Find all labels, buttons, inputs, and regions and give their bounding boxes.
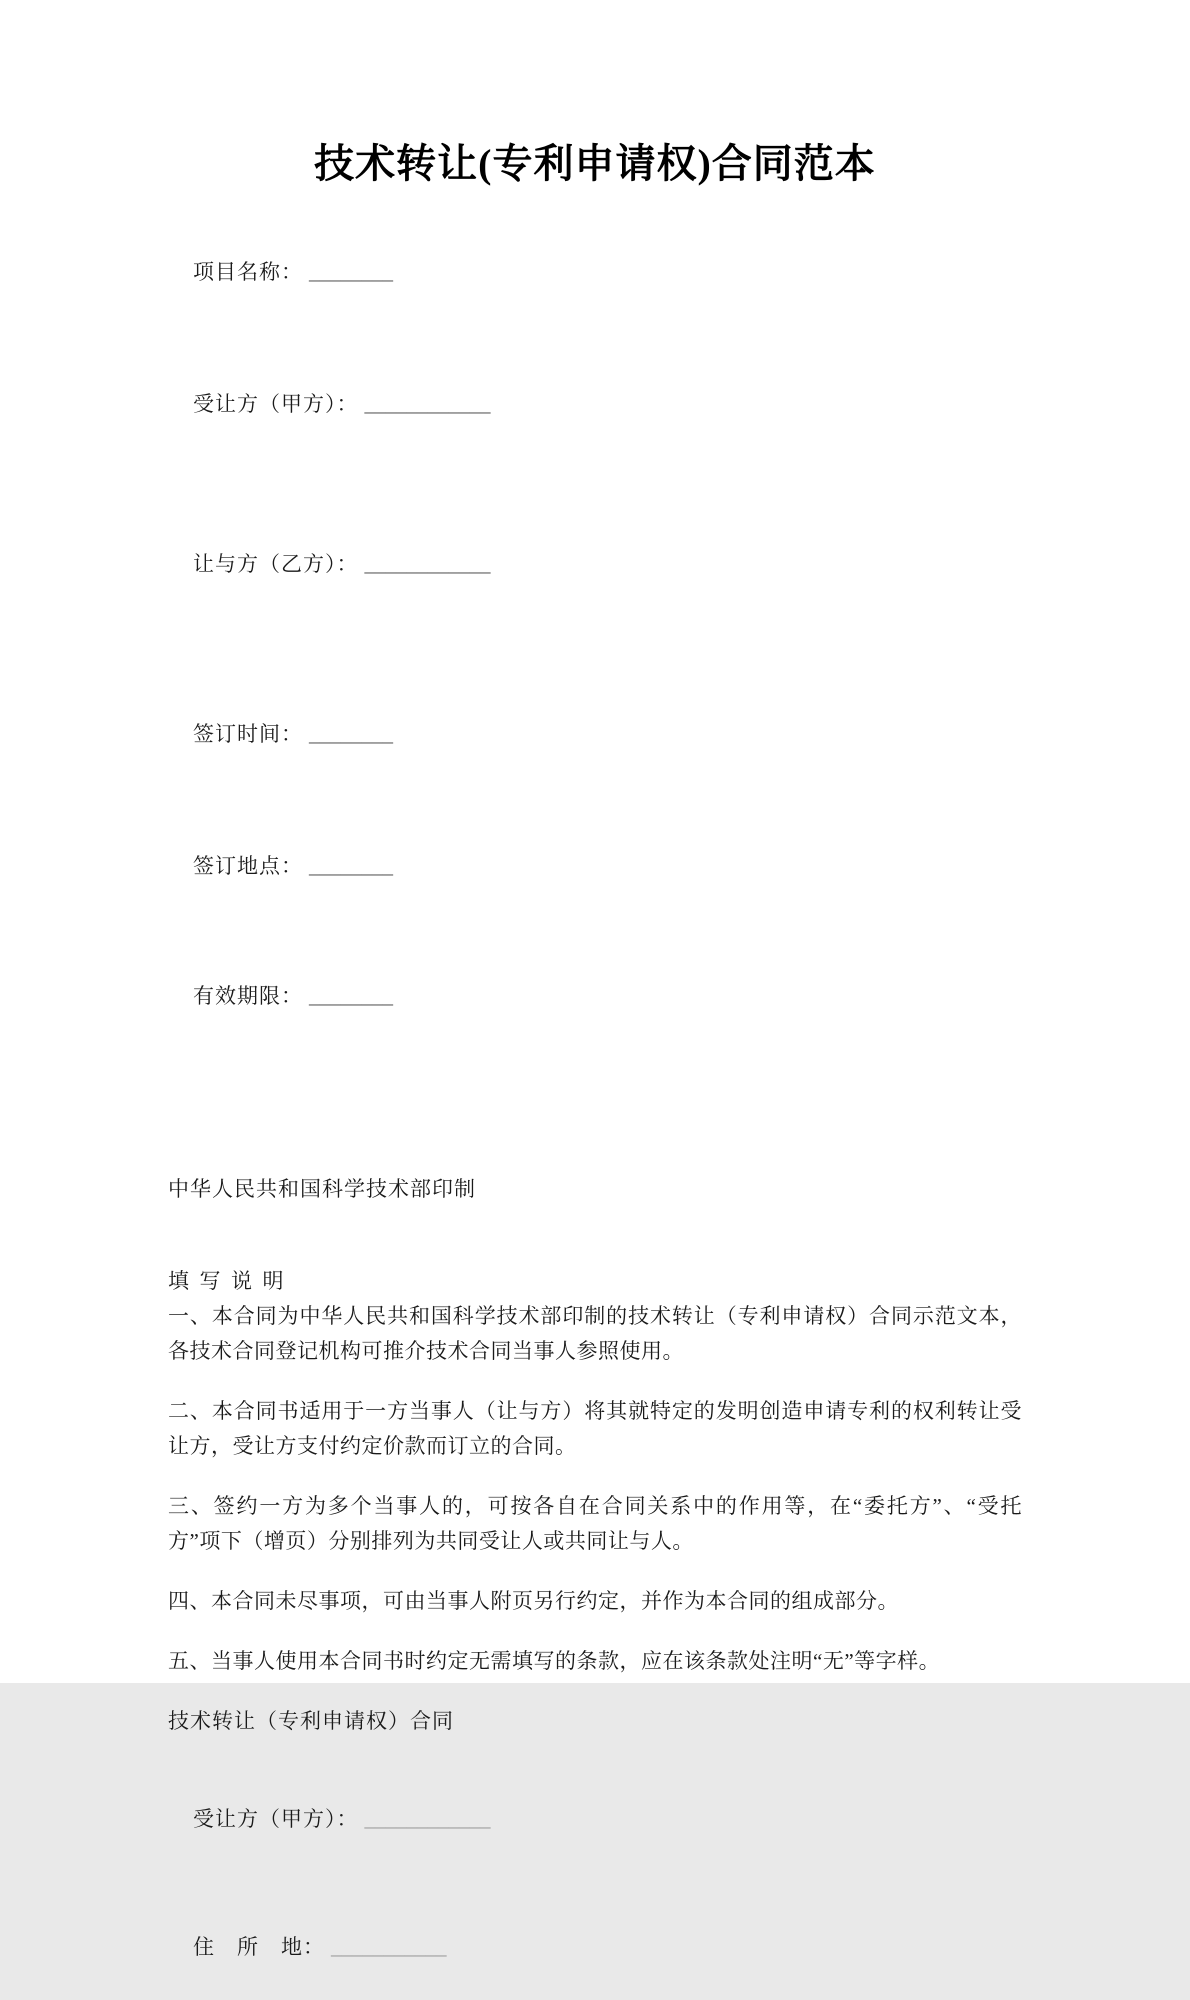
instruction-item-1: 一、本合同为中华人民共和国科学技术部印制的技术转让（专利申请权）合同示范文本，各技术合同登记机构可推介技术合同当事人参照使用。 [168,1304,1022,1363]
field-transferee [168,352,1022,457]
field-validity-period-blank: ________ [309,984,393,1008]
contract-field-transferee [168,1767,1022,1872]
field-signing-date [168,682,1022,787]
field-transferee-blank: ____________ [364,392,491,416]
instruction-item-2: 二、本合同书适用于一方当事人（让与方）将其就特定的发明创造申请专利的权利转让受让方，受让方支付约定价款而订立的合同。 [168,1399,1022,1458]
field-project-name-label: 项目名称： [193,260,303,284]
field-project-name-blank: ________ [309,260,393,284]
contract-field-transferee-blank: ____________ [364,1807,491,1831]
instruction-item-5: 五、当事人使用本合同书时约定无需填写的条款，应在该条款处注明“无”等字样。 [168,1649,941,1673]
field-signing-place-label: 签订地点： [193,854,303,878]
document-title: 技术转让(专利申请权)合同范本 [314,141,876,186]
contract-field-domicile [168,1895,1022,2000]
field-signing-place-blank: ________ [309,854,393,878]
contract-section-title: 技术转让（专利申请权）合同 [168,1709,454,1733]
field-signing-date-label: 签订时间： [193,722,303,746]
field-signing-place [168,814,1022,919]
field-transferor-blank: ____________ [364,552,491,576]
field-project-name [168,220,1022,325]
contract-field-domicile-blank: ___________ [331,1935,447,1959]
field-validity-period-label: 有效期限： [193,984,303,1008]
field-transferor [168,512,1022,617]
instructions-heading: 填 写 说 明 [168,1269,284,1293]
field-transferor-label: 让与方（乙方）： [193,552,359,576]
contract-field-transferee-label: 受让方（甲方）： [193,1807,359,1831]
field-validity-period [168,944,1022,1049]
publisher-line: 中华人民共和国科学技术部印制 [168,1177,476,1201]
field-transferee-label: 受让方（甲方）： [193,392,359,416]
instruction-item-3: 三、签约一方为多个当事人的，可按各自在合同关系中的作用等，在“委托方”、“受托方”项下（增页）分别排列为共同受让人或共同让与人。 [168,1494,1022,1553]
contract-field-domicile-label: 住 所 地： [193,1935,325,1959]
instruction-item-4: 四、本合同未尽事项，可由当事人附页另行约定，并作为本合同的组成部分。 [168,1589,899,1613]
field-signing-date-blank: ________ [309,722,393,746]
